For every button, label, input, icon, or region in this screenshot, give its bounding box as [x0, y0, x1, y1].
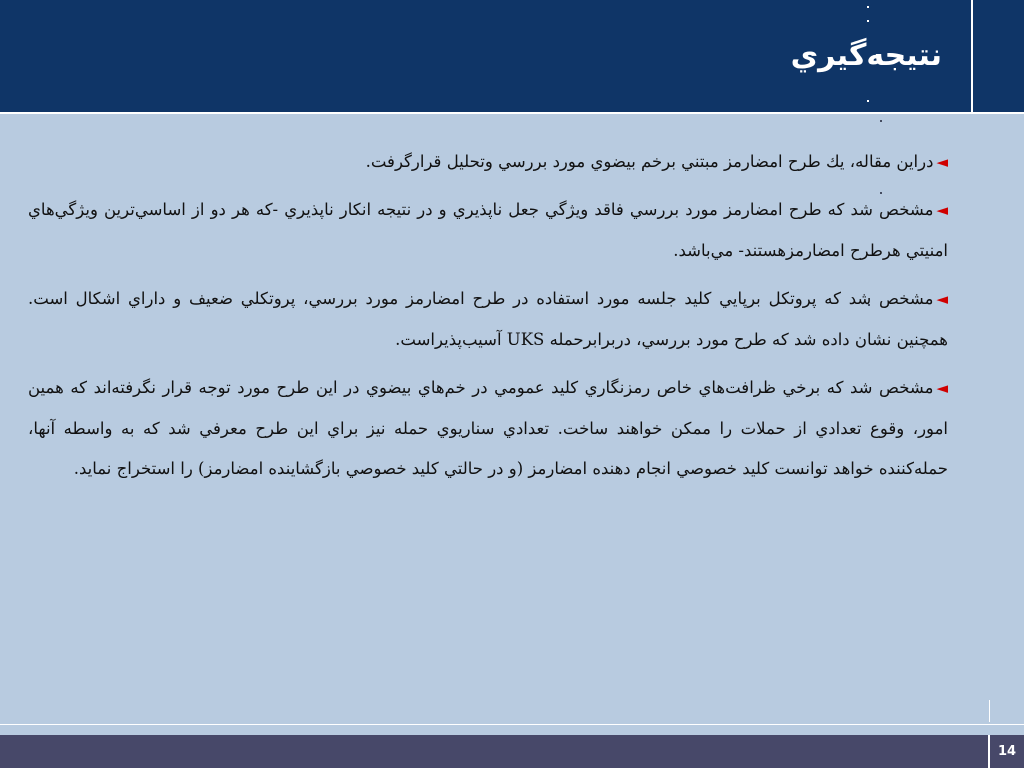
bullet-arrow-icon: ◄	[936, 201, 948, 220]
footer-tick	[989, 700, 990, 722]
bullet-item	[28, 368, 948, 489]
slide-content	[28, 142, 948, 497]
bullet-item	[28, 190, 948, 271]
header-vertical-divider	[971, 0, 973, 112]
bullet-item	[28, 142, 948, 182]
decorative-dot	[880, 120, 882, 122]
decorative-dot	[867, 20, 869, 22]
bullet-text: مشخص شد كه برخي ظرافت‌هاي خاص رمزنگاري كليد عمومي در خم‌هاي بيضوي در اين طرح مورد توجه قرار نگرفته‌اند كه همين امور، وقوع تعدادي از حملات را ممكن خواهند ساخت. تعدادي سناريوي حمله نيز براي اين طرح معرفي شد كه به واسطه آنها، حمله‌كننده خواهد توانست كليد خصوصي انجام دهنده امضارمز (و در حالتي كليد خصوصي بازگشاينده امضارمز) را استخراج نمايد.	[28, 378, 948, 478]
page-number: 14	[997, 744, 1017, 759]
slide-footer	[0, 735, 1024, 768]
bullet-text: مشخص شد كه پروتكل برپايي كليد جلسه مورد استفاده در طرح امضارمز مورد بررسي، پروتكلي ضعيف و داراي اشكال است. همچنين نشان داده شد كه طرح مورد بررسي، دربرابرحمله UKS آسيب‌پذيراست.	[28, 289, 948, 349]
bullet-item	[28, 279, 948, 360]
bullet-text: دراين مقاله، يك طرح امضارمز مبتني برخم بيضوي مورد بررسي وتحليل قرارگرفت.	[365, 152, 934, 171]
footer-divider	[0, 724, 1024, 725]
bullet-arrow-icon: ◄	[936, 153, 948, 171]
bullet-arrow-icon: ◄	[936, 379, 948, 398]
decorative-dot	[867, 100, 869, 102]
bullet-arrow-icon: ◄	[936, 290, 948, 309]
decorative-dot	[867, 6, 869, 8]
bullet-text: مشخص شد كه طرح امضارمز مورد بررسي فاقد ويژگي جعل ناپذيري و در نتيجه انكار ناپذيري -كه هر دو از اساسي‌ترين ويژگي‌هاي امنيتي هرطرح امضارمزهستند- مي‌باشد.	[28, 200, 948, 260]
slide-title: نتيجه‌گيري	[790, 38, 942, 73]
header-divider	[0, 112, 1024, 114]
